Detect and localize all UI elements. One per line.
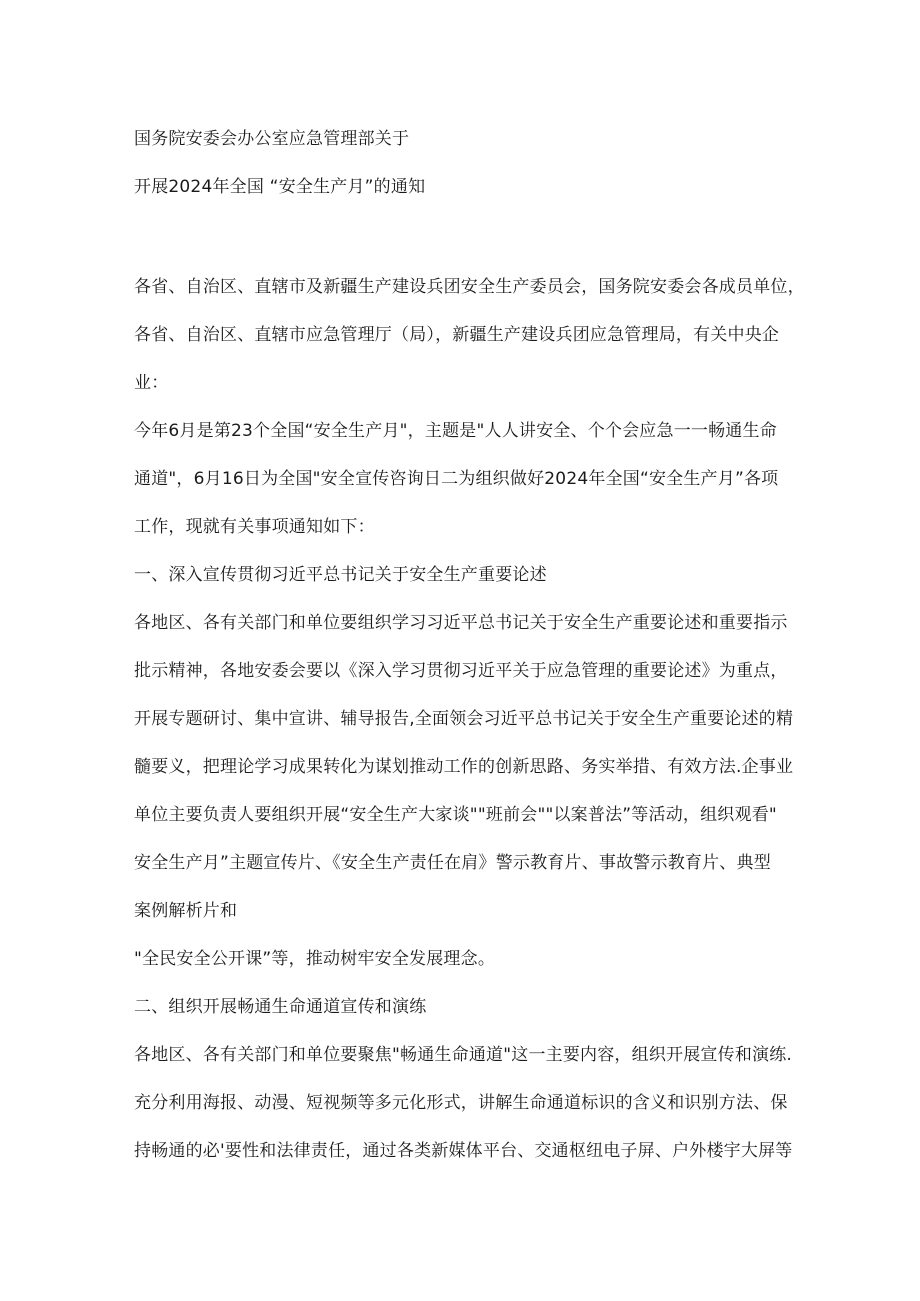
section-2-line: 各地区、各有关部门和单位要聚焦"畅通生命通道"这一主要内容，组织开展宣传和演练.	[134, 1045, 793, 1065]
section-2-line: 持畅通的必'要性和法律责任，通过各类新媒体平台、交通枢纽电子屏、户外楼宇大屏等	[134, 1141, 793, 1161]
section-1-line: "全民安全公开课”等，推动树牢安全发展理念。	[134, 949, 496, 969]
section-1-line: 案例解析片和	[134, 901, 238, 921]
title-line-2: 开展2024年全国 “安全生产月”的通知	[134, 177, 426, 197]
addressee-line: 各省、自治区、直辖市及新疆生产建设兵团安全生产委员会，国务院安委会各成员单位，	[134, 277, 805, 297]
intro-line: 今年6月是第23个全国“安全生产月"，主题是"人人讲安全、个个会应急一一畅通生命	[134, 421, 777, 441]
section-2-line: 充分利用海报、动漫、短视频等多元化形式，讲解生命通道标识的含义和识别方法、保	[134, 1093, 788, 1113]
section-2-heading: 二、组织开展畅通生命通道宣传和演练	[134, 997, 427, 1017]
section-1-line: 髓要义，把理论学习成果转化为谋划推动工作的创新思路、务实举措、有效方法.企事业	[134, 757, 794, 777]
section-1-heading: 一、深入宣传贯彻习近平总书记关于安全生产重要论述	[134, 565, 547, 585]
section-1-line: 安全生产月”主题宣传片、《安全生产责任在肩》警示教育片、事故警示教育片、典型	[134, 853, 771, 873]
section-1-line: 开展专题研讨、集中宣讲、辅导报告,全面领会习近平总书记关于安全生产重要论述的精	[134, 709, 794, 729]
title-line-1: 国务院安委会办公室应急管理部关于	[134, 129, 410, 149]
intro-line: 通道"，6月16日为全国"安全宣传咨询日二为组织做好2024年全国“安全生产月”各项	[134, 469, 779, 489]
intro-line: 工作，现就有关事项通知如下：	[134, 517, 375, 537]
addressee-line: 业：	[134, 373, 169, 393]
section-1-line: 各地区、各有关部门和单位要组织学习习近平总书记关于安全生产重要论述和重要指示	[134, 613, 788, 633]
section-1-line: 批示精神，各地安委会要以《深入学习贯彻习近平关于应急管理的重要论述》为重点，	[134, 661, 788, 681]
section-1-line: 单位主要负责人要组织开展“安全生产大家谈""班前会""以案普法”等活动，组织观看"	[134, 805, 777, 825]
addressee-line: 各省、自治区、直辖市应急管理厅（局），新疆生产建设兵团应急管理局，有关中央企	[134, 325, 780, 345]
